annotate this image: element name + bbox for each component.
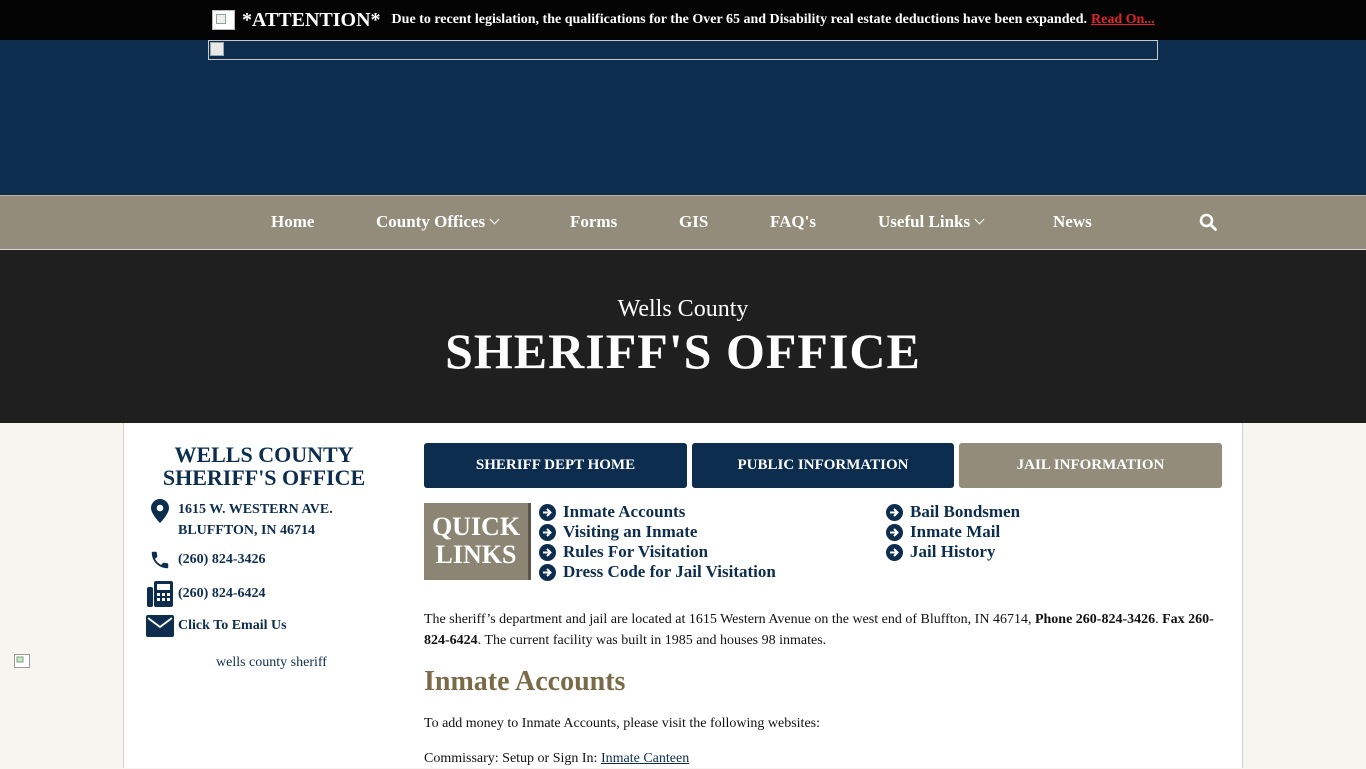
chevron-down-icon bbox=[490, 215, 500, 225]
quick-link-bail-bondsmen[interactable] bbox=[886, 502, 1020, 522]
map-pin-icon bbox=[144, 499, 176, 523]
nav-useful-links[interactable] bbox=[878, 196, 983, 250]
quick-link-label: Inmate Mail bbox=[910, 522, 1001, 541]
address-line2: BLUFFTON, IN 46714 bbox=[178, 523, 316, 538]
address-line1: 1615 W. WESTERN AVE. bbox=[178, 502, 333, 517]
sidebar-title bbox=[124, 443, 404, 489]
alert-heading: *ATTENTION* bbox=[242, 8, 381, 31]
quick-link-label: Bail Bondsmen bbox=[910, 502, 1021, 521]
intro-text-end: . The current facility was built in 1985 and houses 98 inmates. bbox=[477, 633, 827, 648]
tab-public-information[interactable]: PUBLIC INFORMATION bbox=[692, 443, 954, 488]
quick-link-label: Visiting an Inmate bbox=[563, 522, 698, 541]
address-row bbox=[144, 499, 333, 541]
main-content bbox=[404, 423, 1243, 768]
quick-link-inmate-accounts[interactable] bbox=[539, 502, 685, 522]
nav-useful-links-label: Useful Links bbox=[878, 212, 971, 231]
arrow-circle-right-icon bbox=[886, 504, 903, 521]
arrow-circle-right-icon bbox=[539, 544, 556, 561]
quick-link-inmate-mail[interactable] bbox=[886, 522, 1000, 542]
arrow-circle-right-icon bbox=[886, 524, 903, 541]
nav-county-offices[interactable] bbox=[376, 196, 498, 250]
search-icon[interactable] bbox=[1199, 213, 1217, 231]
nav-faqs-label: FAQ's bbox=[770, 212, 816, 231]
intro-paragraph bbox=[424, 609, 1224, 651]
quick-link-label: Inmate Accounts bbox=[563, 502, 686, 521]
alert-broken-image bbox=[212, 10, 235, 30]
hero-subtitle: Wells County bbox=[617, 296, 749, 322]
page-hero bbox=[0, 249, 1366, 423]
sidebar bbox=[123, 423, 405, 768]
header-banner bbox=[0, 40, 1366, 195]
quick-link-jail-history[interactable] bbox=[886, 542, 995, 562]
sidebar-title-line1: WELLS COUNTY bbox=[174, 442, 354, 467]
quick-links-label-line2: LINKS bbox=[435, 540, 517, 569]
chevron-down-icon bbox=[975, 215, 985, 225]
quick-links-label-line1: QUICK bbox=[431, 512, 521, 541]
arrow-circle-right-icon bbox=[539, 524, 556, 541]
envelope-icon bbox=[144, 615, 176, 637]
nav-forms-label: Forms bbox=[570, 212, 618, 231]
quick-link-dress-code[interactable] bbox=[539, 562, 776, 582]
page-title: SHERIFF'S OFFICE bbox=[445, 323, 921, 379]
nav-county-offices-label: County Offices bbox=[376, 212, 486, 231]
nav-forms[interactable] bbox=[570, 196, 617, 250]
nav-home-label: Home bbox=[271, 212, 315, 231]
arrow-circle-right-icon bbox=[539, 564, 556, 581]
arrow-circle-right-icon bbox=[886, 544, 903, 561]
quick-link-rules-for-visitation[interactable] bbox=[539, 542, 708, 562]
quick-links-label bbox=[424, 503, 528, 580]
sheriff-image-alt: wells county sheriff bbox=[216, 655, 327, 670]
alert-bar bbox=[0, 0, 1366, 40]
tab-sheriff-dept-home[interactable]: SHERIFF DEPT HOME bbox=[424, 443, 687, 488]
accounts-paragraph: To add money to Inmate Accounts, please visit the following websites: bbox=[424, 716, 820, 731]
nav-faqs[interactable] bbox=[770, 196, 816, 250]
broken-image-icon bbox=[14, 654, 30, 668]
arrow-circle-right-icon bbox=[539, 504, 556, 521]
fax-number: (260) 824-6424 bbox=[178, 586, 266, 601]
nav-home[interactable] bbox=[271, 196, 314, 250]
phone-icon bbox=[144, 549, 176, 571]
quick-link-visiting-an-inmate[interactable] bbox=[539, 522, 697, 542]
tab-jail-information[interactable]: JAIL INFORMATION bbox=[959, 443, 1222, 488]
intro-phone: Phone 260-824-3426 bbox=[1034, 612, 1156, 627]
commissary-label: Commissary: Setup or Sign In: bbox=[424, 751, 601, 766]
fax-row bbox=[144, 580, 266, 608]
commissary-line bbox=[424, 748, 1224, 769]
alert-read-on-link[interactable]: Read On... bbox=[1091, 12, 1155, 27]
intro-text: The sheriff’s department and jail are located at 1615 Western Avenue on the west end of Bluffton, IN 46714, bbox=[424, 612, 1035, 627]
fax-icon bbox=[144, 580, 176, 608]
main-nav bbox=[0, 195, 1366, 249]
nav-news[interactable] bbox=[1053, 196, 1092, 250]
phone-number: (260) 824-3426 bbox=[178, 552, 266, 567]
nav-gis-label: GIS bbox=[679, 212, 709, 231]
intro-separator: . bbox=[1155, 612, 1163, 627]
email-row[interactable] bbox=[144, 615, 287, 637]
sidebar-title-line2: SHERIFF'S OFFICE bbox=[162, 465, 366, 490]
quick-link-label: Jail History bbox=[910, 542, 996, 561]
inmate-accounts-heading: Inmate Accounts bbox=[424, 666, 626, 697]
banner-broken-image[interactable] bbox=[208, 40, 1158, 60]
nav-news-label: News bbox=[1053, 212, 1092, 231]
alert-message: Due to recent legislation, the qualifications for the Over 65 and Disability real estate deductions have been expanded. bbox=[391, 12, 1088, 27]
phone-row[interactable] bbox=[144, 549, 266, 571]
nav-gis[interactable] bbox=[679, 196, 708, 250]
email-link[interactable]: Click To Email Us bbox=[178, 618, 287, 633]
intro-fax: Fax 260-824-6424 bbox=[424, 612, 1214, 648]
inmate-canteen-link[interactable]: Inmate Canteen bbox=[600, 751, 690, 766]
quick-link-label: Dress Code for Jail Visitation bbox=[563, 562, 776, 581]
quick-link-label: Rules For Visitation bbox=[563, 542, 709, 561]
